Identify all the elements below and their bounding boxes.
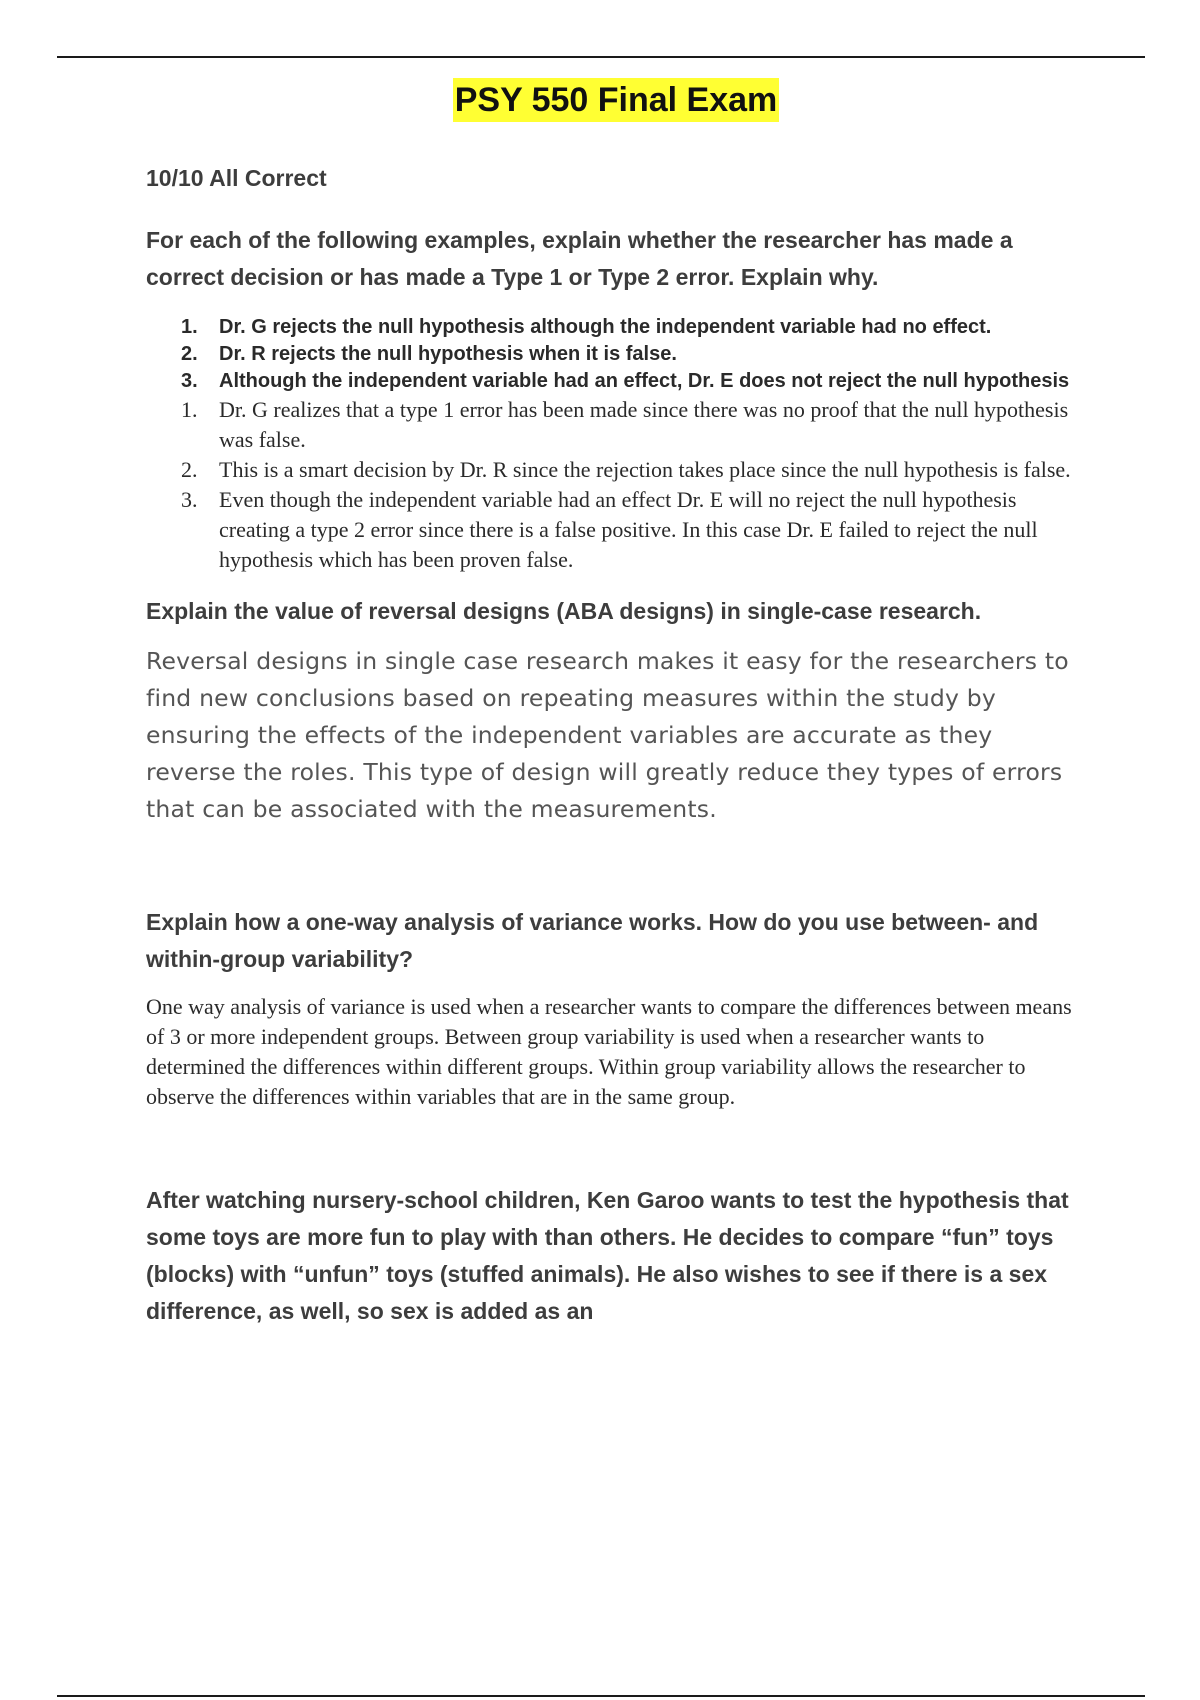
score-line: 10/10 All Correct (146, 165, 327, 191)
list-item (146, 455, 1086, 485)
list-number: 1. (181, 316, 198, 338)
list-number: 2. (181, 457, 198, 482)
answer-2: Reversal designs in single case research makes it easy for the researchers to find new conclusions based on repeating measures within the study by ensuring the effects of the independent variables are accurate as they reverse the roles. This type of design will greatly reduce they types of errors that can be associated with the measurements. (146, 647, 1069, 823)
list-item (146, 314, 1086, 341)
bottom-rule (57, 1695, 1145, 1697)
list-number: 3. (181, 370, 198, 392)
list-number: 1. (181, 397, 198, 422)
list-text: Dr. G realizes that a type 1 error has been made since there was no proof that the null hypothesis was false. (219, 397, 1069, 452)
examples-list (146, 314, 1086, 395)
list-text: Although the independent variable had an effect, Dr. E does not reject the null hypothesis (219, 370, 1070, 392)
answer-3: One way analysis of variance is used when a researcher wants to compare the differences between means of 3 or more independent groups. Between group variability is used when a researcher wants to determined the differences within different groups. Within group variability allows the researcher to observe the differences within variables that are in the same group. (146, 994, 1072, 1109)
question-2: Explain the value of reversal designs (ABA designs) in single-case research. (146, 598, 982, 624)
list-number: 2. (181, 343, 198, 365)
list-item (146, 368, 1086, 395)
list-item (146, 485, 1086, 575)
list-item (146, 341, 1086, 368)
question-3: Explain how a one-way analysis of variance works. How do you use between- and within-group variability? (146, 909, 1039, 972)
question-4: After watching nursery-school children, Ken Garoo wants to test the hypothesis that some toys are more fun to play with than others. He decides to compare “fun” toys (blocks) with “unfun” toys (stuffed animals). He also wishes to see if there is a sex difference, as well, so sex is added as an (146, 1187, 1069, 1324)
document-page (146, 78, 1086, 1330)
question-1: For each of the following examples, explain whether the researcher has made a correct decision or has made a Type 1 or Type 2 error. Explain why. (146, 227, 1013, 290)
list-text: This is a smart decision by Dr. R since the rejection takes place since the null hypothesis is false. (219, 457, 1071, 482)
list-number: 3. (181, 487, 198, 512)
list-text: Even though the independent variable had an effect Dr. E will no reject the null hypothesis creating a type 2 error since there is a false positive. In this case Dr. E failed to reject the null hypothesis which has been proven false. (219, 487, 1038, 572)
answers-list (146, 395, 1086, 575)
list-item (146, 395, 1086, 455)
page-title: PSY 550 Final Exam (453, 78, 780, 122)
title-wrapper (146, 78, 1086, 122)
list-text: Dr. G rejects the null hypothesis although the independent variable had no effect. (219, 316, 992, 338)
list-text: Dr. R rejects the null hypothesis when it is false. (219, 343, 677, 365)
top-rule (57, 56, 1145, 58)
